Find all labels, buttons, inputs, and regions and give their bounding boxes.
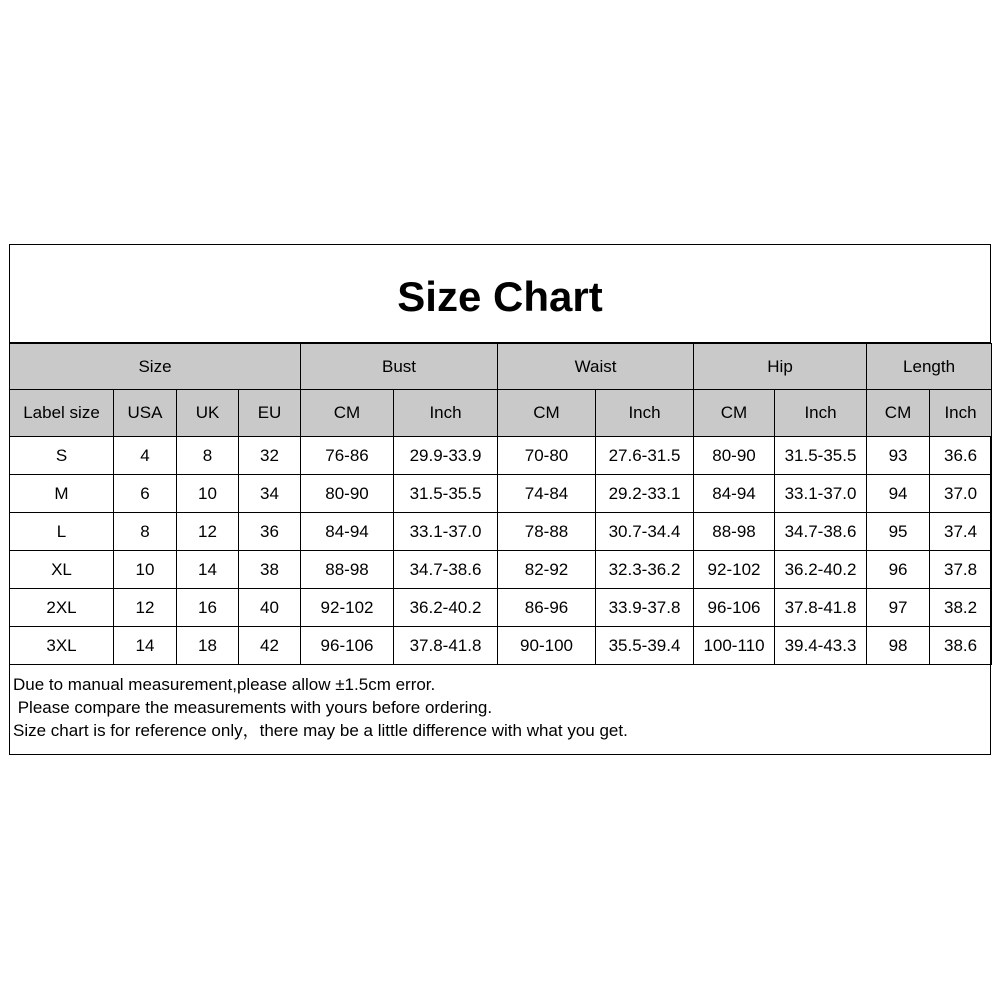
table-cell: 84-94: [301, 513, 394, 551]
size-chart: [9, 244, 991, 755]
table-cell: 88-98: [301, 551, 394, 589]
sub-header-eu: EU: [239, 390, 301, 437]
sub-header-waist-inch: Inch: [596, 390, 694, 437]
table-cell: 74-84: [498, 475, 596, 513]
table-cell: 33.9-37.8: [596, 589, 694, 627]
table-cell: 33.1-37.0: [775, 475, 867, 513]
table-cell: 70-80: [498, 437, 596, 475]
table-cell: 10: [114, 551, 177, 589]
table-cell: 90-100: [498, 627, 596, 665]
table-cell: 37.8-41.8: [775, 589, 867, 627]
table-cell: 40: [239, 589, 301, 627]
table-cell: 8: [114, 513, 177, 551]
table-cell: 32: [239, 437, 301, 475]
table-cell: XL: [10, 551, 114, 589]
table-cell: 76-86: [301, 437, 394, 475]
table-row: [10, 437, 992, 475]
table-cell: 34: [239, 475, 301, 513]
sub-header-label-size: Label size: [10, 390, 114, 437]
table-cell: 14: [114, 627, 177, 665]
table-cell: 37.4: [930, 513, 992, 551]
table-row: [10, 513, 992, 551]
table-cell: 84-94: [694, 475, 775, 513]
group-header-length: Length: [867, 344, 992, 390]
table-cell: 27.6-31.5: [596, 437, 694, 475]
table-cell: 78-88: [498, 513, 596, 551]
table-cell: 96: [867, 551, 930, 589]
table-body: [10, 437, 992, 665]
table-cell: 14: [177, 551, 239, 589]
table-cell: 93: [867, 437, 930, 475]
table-cell: 29.2-33.1: [596, 475, 694, 513]
group-header-row: [10, 344, 992, 390]
table-cell: 88-98: [694, 513, 775, 551]
table-cell: 38: [239, 551, 301, 589]
table-cell: 32.3-36.2: [596, 551, 694, 589]
table-cell: 10: [177, 475, 239, 513]
table-row: [10, 475, 992, 513]
sub-header-waist-cm: CM: [498, 390, 596, 437]
group-header-hip: Hip: [694, 344, 867, 390]
table-cell: 30.7-34.4: [596, 513, 694, 551]
table-row: [10, 627, 992, 665]
sub-header-hip-cm: CM: [694, 390, 775, 437]
table-row: [10, 589, 992, 627]
note-line: Due to manual measurement,please allow ±1.5cm error.: [13, 675, 436, 694]
table-cell: 36: [239, 513, 301, 551]
note-line: Please compare the measurements with yours before ordering.: [13, 698, 493, 717]
table-cell: 36.6: [930, 437, 992, 475]
table-cell: 3XL: [10, 627, 114, 665]
group-header-bust: Bust: [301, 344, 498, 390]
table-cell: 92-102: [694, 551, 775, 589]
sub-header-length-inch: Inch: [930, 390, 992, 437]
table-cell: 37.0: [930, 475, 992, 513]
table-cell: 36.2-40.2: [775, 551, 867, 589]
table-cell: 80-90: [301, 475, 394, 513]
table-cell: 37.8: [930, 551, 992, 589]
chart-title: Size Chart: [10, 245, 990, 343]
table-cell: 16: [177, 589, 239, 627]
sub-header-bust-inch: Inch: [394, 390, 498, 437]
table-cell: 18: [177, 627, 239, 665]
table-cell: 37.8-41.8: [394, 627, 498, 665]
sub-header-row: [10, 390, 992, 437]
table-cell: 38.6: [930, 627, 992, 665]
table-cell: 39.4-43.3: [775, 627, 867, 665]
table-cell: 33.1-37.0: [394, 513, 498, 551]
table-cell: 34.7-38.6: [394, 551, 498, 589]
table-cell: 35.5-39.4: [596, 627, 694, 665]
table-cell: 100-110: [694, 627, 775, 665]
table-cell: 34.7-38.6: [775, 513, 867, 551]
table-cell: 31.5-35.5: [775, 437, 867, 475]
group-header-waist: Waist: [498, 344, 694, 390]
sub-header-hip-inch: Inch: [775, 390, 867, 437]
table-cell: 4: [114, 437, 177, 475]
table-cell: 29.9-33.9: [394, 437, 498, 475]
note-line: Size chart is for reference only，there may be a little difference with what you get.: [13, 721, 628, 740]
sub-header-usa: USA: [114, 390, 177, 437]
table-cell: M: [10, 475, 114, 513]
size-table: [9, 343, 992, 665]
table-cell: 95: [867, 513, 930, 551]
table-cell: 82-92: [498, 551, 596, 589]
table-cell: 42: [239, 627, 301, 665]
table-row: [10, 551, 992, 589]
table-cell: 8: [177, 437, 239, 475]
table-cell: 6: [114, 475, 177, 513]
table-cell: 36.2-40.2: [394, 589, 498, 627]
group-header-size: Size: [10, 344, 301, 390]
table-cell: 12: [177, 513, 239, 551]
table-cell: 31.5-35.5: [394, 475, 498, 513]
table-cell: 94: [867, 475, 930, 513]
table-cell: S: [10, 437, 114, 475]
table-cell: 12: [114, 589, 177, 627]
sub-header-bust-cm: CM: [301, 390, 394, 437]
sub-header-uk: UK: [177, 390, 239, 437]
table-cell: 86-96: [498, 589, 596, 627]
table-cell: 80-90: [694, 437, 775, 475]
notes: [13, 673, 983, 742]
table-cell: L: [10, 513, 114, 551]
table-cell: 96-106: [694, 589, 775, 627]
table-cell: 97: [867, 589, 930, 627]
table-cell: 38.2: [930, 589, 992, 627]
table-cell: 2XL: [10, 589, 114, 627]
table-cell: 92-102: [301, 589, 394, 627]
sub-header-length-cm: CM: [867, 390, 930, 437]
table-cell: 96-106: [301, 627, 394, 665]
table-cell: 98: [867, 627, 930, 665]
